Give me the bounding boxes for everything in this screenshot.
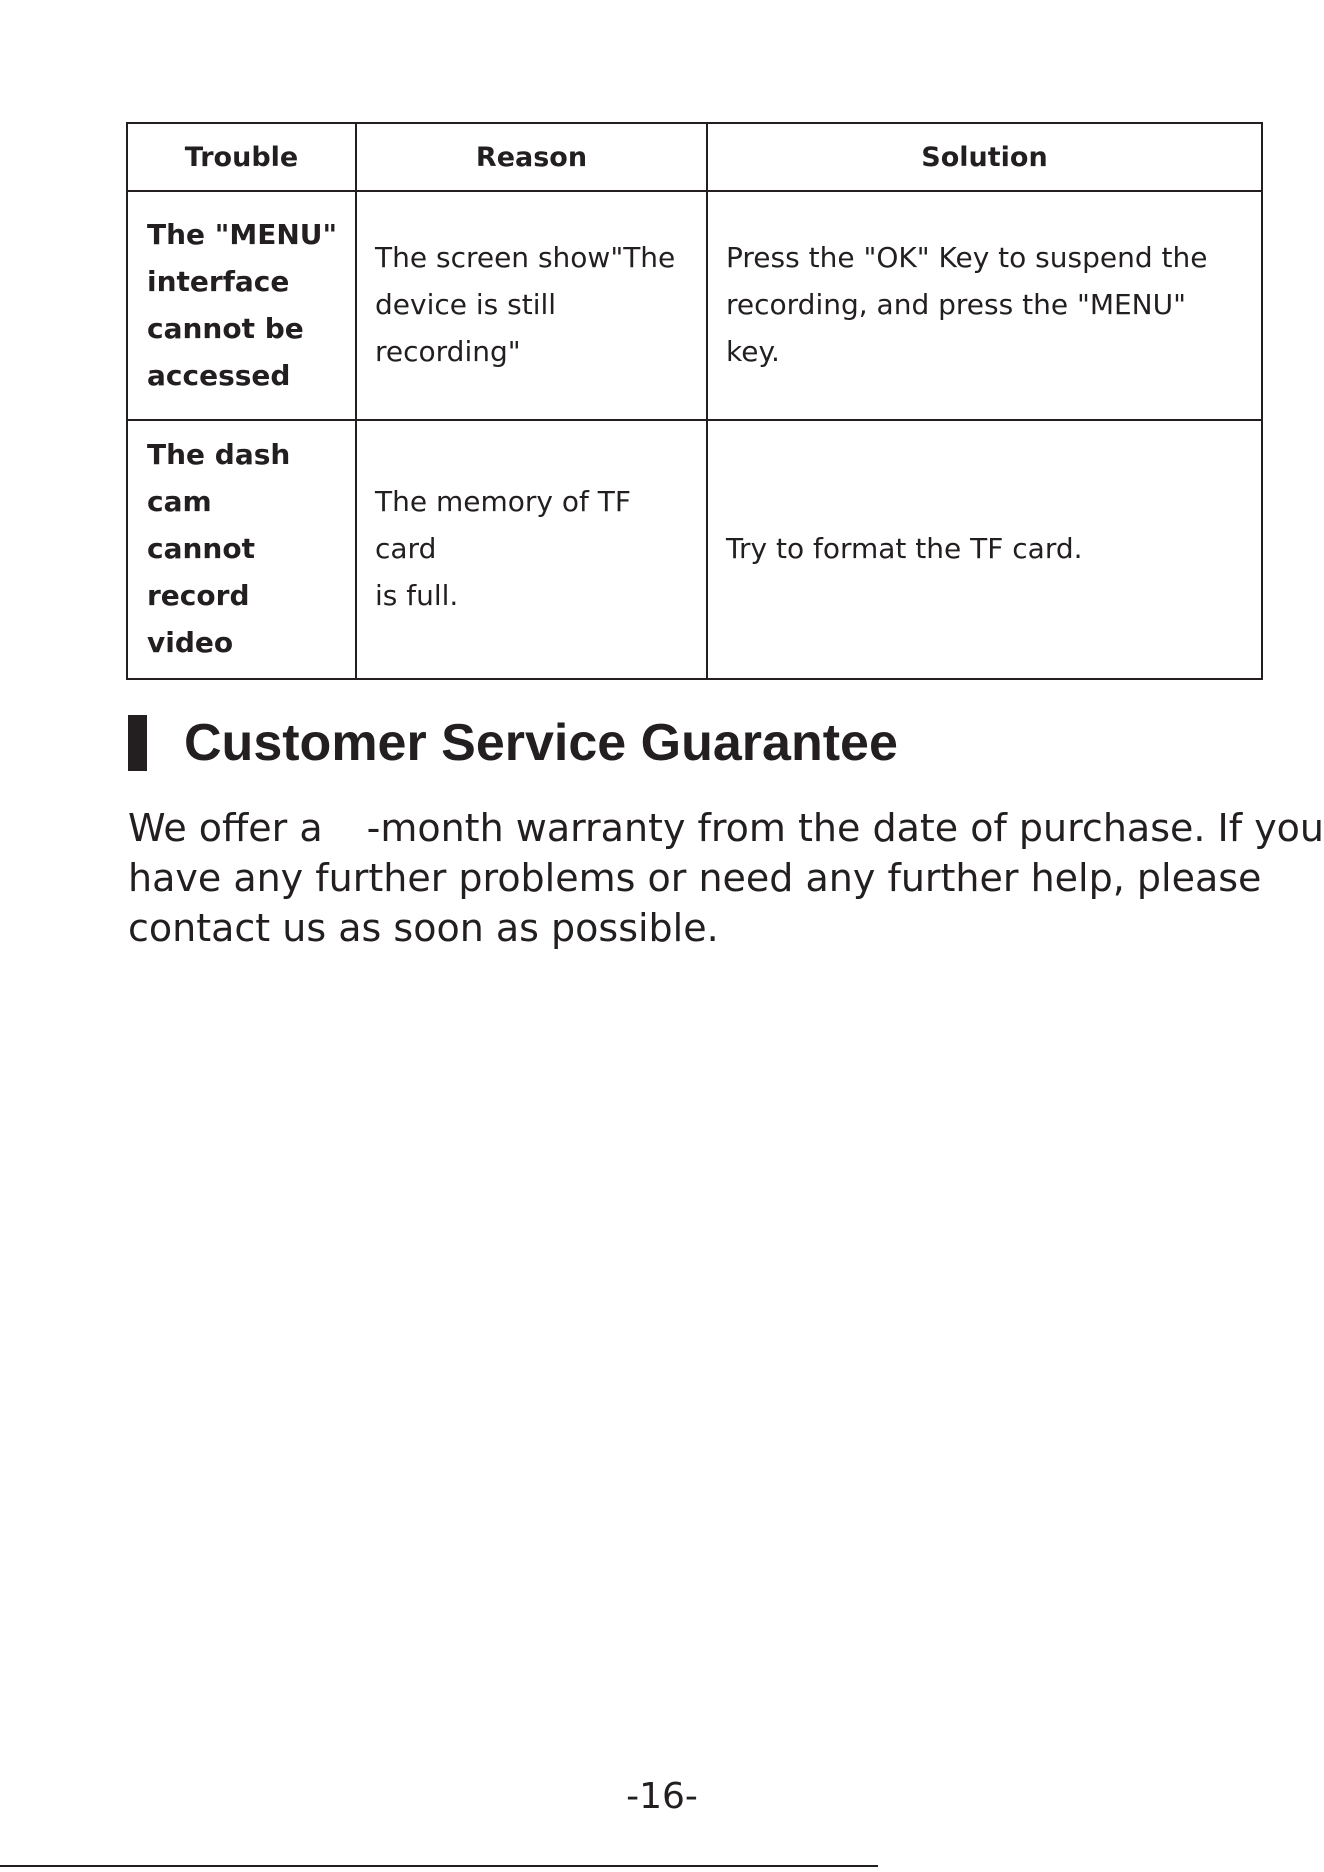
table-row [127, 191, 1262, 420]
table-header-row [127, 123, 1262, 191]
reason-line: The screen show"The [375, 241, 676, 274]
trouble-cell [127, 420, 356, 679]
paragraph-text-before-blank: We offer a [128, 806, 323, 850]
reason-line: The memory of TF card [375, 485, 631, 565]
solution-cell [707, 420, 1262, 679]
page-number: -16- [626, 1776, 698, 1817]
header-trouble: Trouble [127, 123, 356, 191]
solution-line: recording, and press the "MENU" [726, 288, 1186, 321]
solution-line: Try to format the TF card. [726, 532, 1083, 565]
reason-cell [356, 420, 707, 679]
reason-line: device is still recording" [375, 288, 557, 368]
solution-line: Press the "OK" Key to suspend the [726, 241, 1208, 274]
table-row [127, 420, 1262, 679]
warranty-paragraph [128, 803, 1324, 953]
trouble-line: accessed [147, 358, 291, 392]
trouble-cell [127, 191, 356, 420]
heading-marker-bar [128, 715, 147, 771]
paragraph-line: have any further problems or need any further help, please [128, 856, 1262, 900]
paragraph-text-after-blank: -month warranty from the date of purchase. If you [366, 806, 1324, 850]
solution-line: key. [726, 335, 780, 368]
troubleshooting-table [126, 122, 1263, 680]
reason-cell [356, 191, 707, 420]
trouble-line: cannot be [147, 311, 304, 345]
reason-line: is full. [375, 579, 459, 612]
trouble-line: The dash cam [147, 438, 291, 518]
solution-cell [707, 191, 1262, 420]
trouble-line: video [147, 626, 234, 659]
bottom-divider [0, 1865, 878, 1867]
trouble-line: The "MENU" [147, 217, 338, 251]
header-solution: Solution [707, 123, 1262, 191]
header-reason: Reason [356, 123, 707, 191]
section-title: Customer Service Guarantee [184, 714, 898, 772]
trouble-line: interface [147, 264, 290, 298]
paragraph-line: contact us as soon as possible. [128, 906, 719, 950]
section-heading [128, 712, 898, 774]
paragraph-line [128, 803, 1324, 853]
trouble-line: cannot record [147, 532, 255, 612]
